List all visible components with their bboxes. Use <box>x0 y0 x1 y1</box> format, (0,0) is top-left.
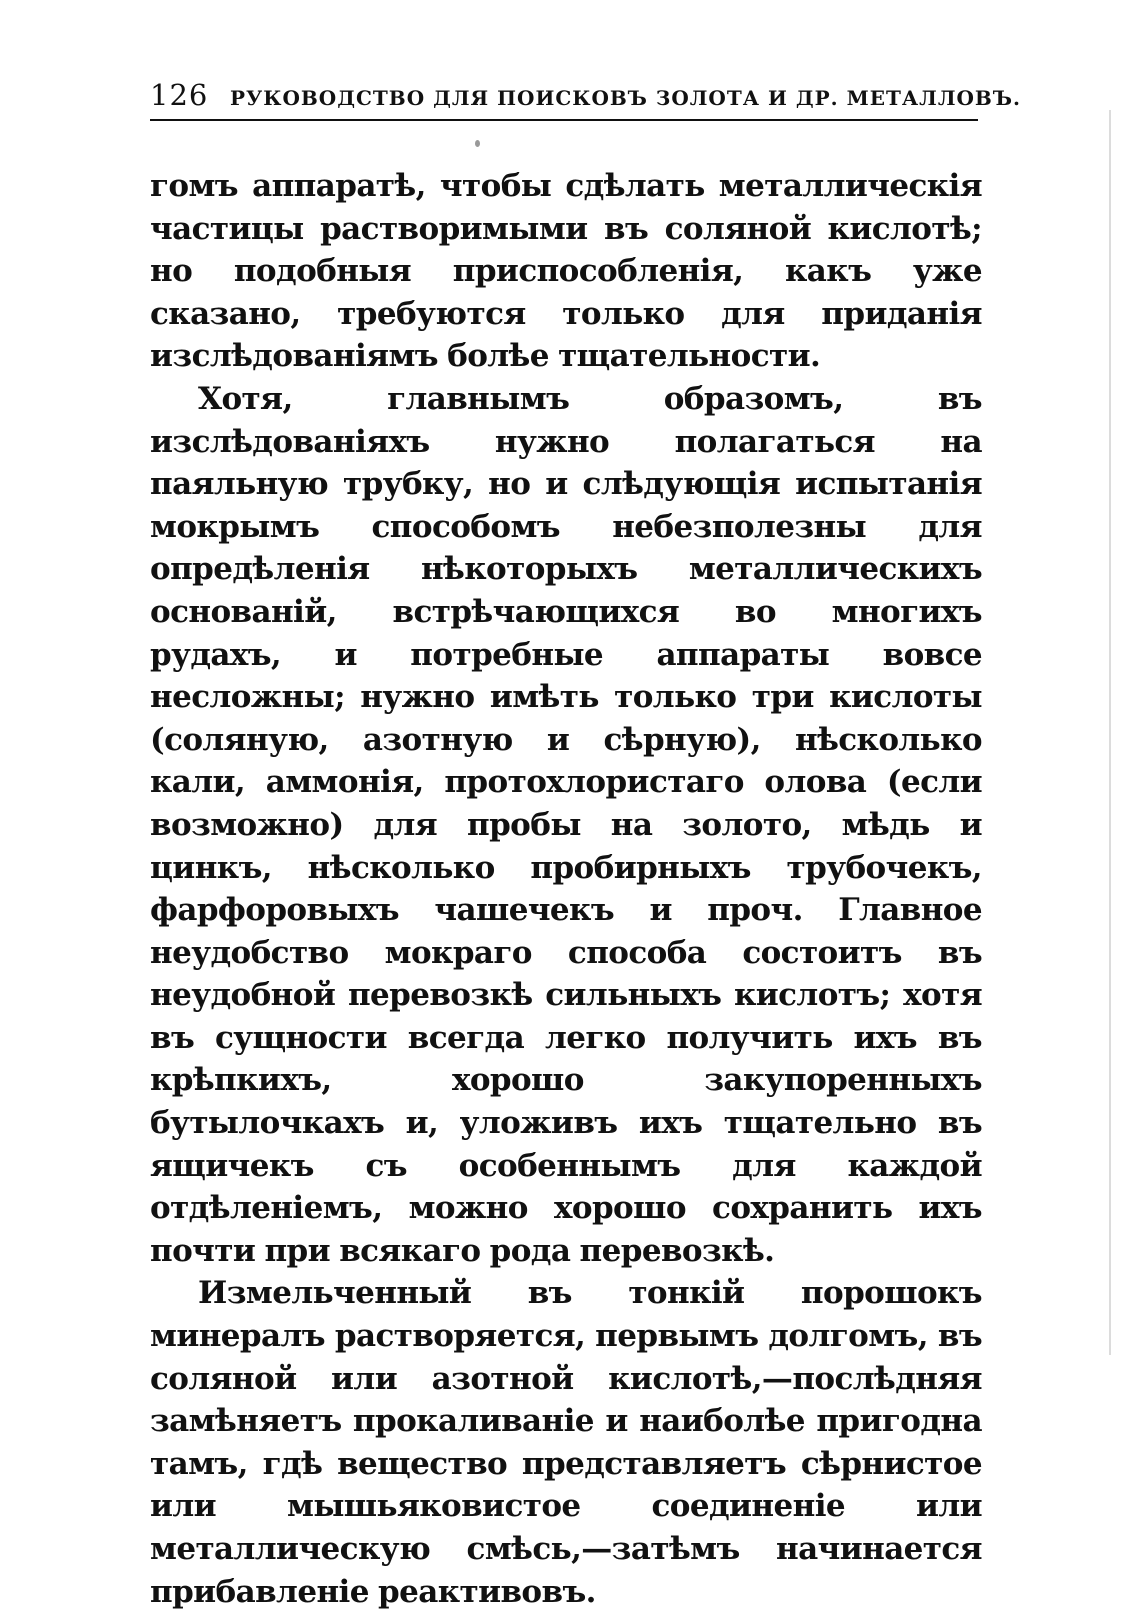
body-text <box>150 165 982 1613</box>
running-title: РУКОВОДСТВО ДЛЯ ПОИСКОВЪ ЗОЛОТА И ДР. МЕТАЛЛОВЪ. <box>230 86 1021 110</box>
header-rule <box>150 119 978 121</box>
page-number: 126 <box>150 78 209 112</box>
print-speck <box>475 140 480 147</box>
gutter-line <box>1109 110 1111 1355</box>
running-head <box>150 68 1021 118</box>
paragraph-dissolution: Измельченный въ тонкій порошокъ минералъ растворяется, первымъ долгомъ, въ соляной или азотной кислотѣ,—послѣдняя замѣняетъ прокаливаніе и наиболѣе пригодна тамъ, гдѣ вещество представляетъ сѣрнистое или мышьяковистое соединеніе или металлическую смѣсь,—затѣмъ начинается прибавленіе реактивовъ. <box>150 1275 982 1610</box>
paragraph-wet-method: Хотя, главнымъ образомъ, въ изслѣдованіяхъ нужно полагаться на паяльную трубку, но и слѣдующія испытанія мокрымъ способомъ небезполезны для опредѣленія нѣкоторыхъ металлическихъ основаній, встрѣчающихся во многихъ рудахъ, и потребные аппараты вовсе несложны; нужно имѣть только три кислоты (соляную, азотную и сѣрную), нѣсколько кали, аммонія, протохлористаго олова (если возможно) для пробы на золото, мѣдь и цинкъ, нѣсколько пробирныхъ трубочекъ, фарфоровыхъ чашечекъ и проч. Главное неудобство мокраго способа состоитъ въ неудобной перевозкѣ сильныхъ кислотъ; хотя въ сущности всегда легко получить ихъ въ крѣпкихъ, хорошо закупоренныхъ бутылочкахъ и, уложивъ ихъ тщательно въ ящичекъ съ особеннымъ для каждой отдѣленіемъ, можно хорошо сохранить ихъ почти при всякаго рода перевозкѣ. <box>150 380 982 1269</box>
paragraph-continued: гомъ аппаратѣ, чтобы сдѣлать металлическія частицы растворимыми въ соляной кислотѣ; но подобныя приспособленія, какъ уже сказано, требуются только для приданія изслѣдованіямъ болѣе тщательности. <box>150 168 982 375</box>
